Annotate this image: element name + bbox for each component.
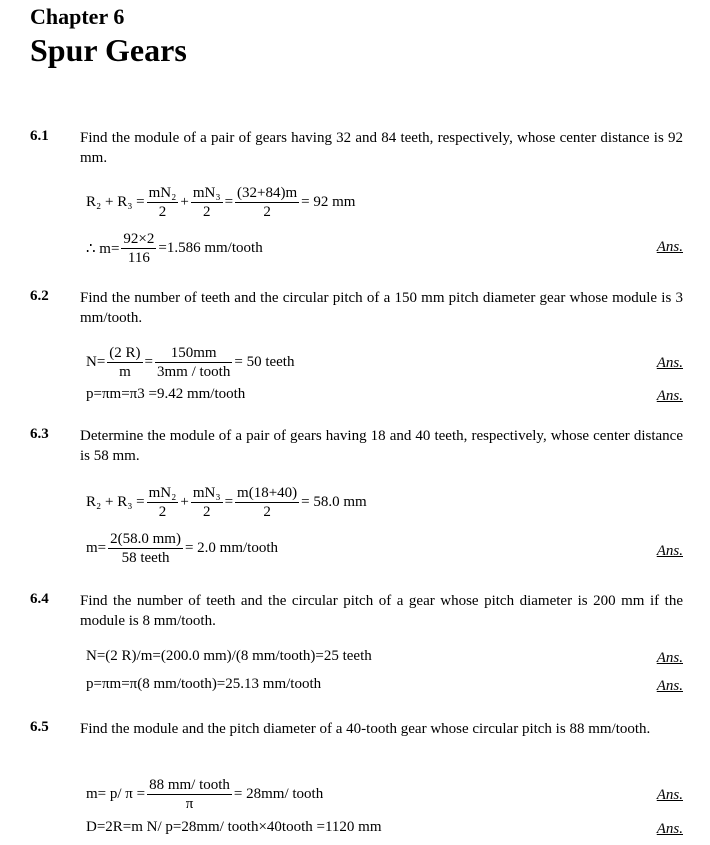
fraction bbox=[147, 776, 232, 813]
numerator: 88 mm/ tooth bbox=[149, 777, 230, 793]
answer-label: Ans. bbox=[656, 239, 683, 255]
numerator: (2 R) bbox=[109, 345, 141, 361]
problem-number: 6.3 bbox=[30, 426, 49, 442]
equation: p=πm=π(8 mm/tooth)=25.13 mm/tooth bbox=[86, 676, 322, 692]
equation-result: =1.586 mm/tooth bbox=[158, 240, 263, 256]
fraction bbox=[235, 184, 299, 221]
numerator: (32+84)m bbox=[237, 185, 298, 201]
equation-lhs: m= p/ π = bbox=[86, 786, 146, 802]
denominator: 2 bbox=[263, 504, 271, 520]
problem-statement: Find the number of teeth and the circular pitch of a 150 mm pitch diameter gear whose module is 3 mm/tooth. bbox=[80, 290, 683, 326]
denominator: m bbox=[119, 364, 131, 380]
fraction bbox=[191, 184, 223, 221]
fraction bbox=[147, 184, 179, 221]
equation: p=πm=π3 =9.42 mm/tooth bbox=[86, 386, 246, 402]
equation-lhs: m= bbox=[86, 540, 107, 556]
denominator: 116 bbox=[127, 250, 150, 266]
equation-lhs: R₂ + R₃ = bbox=[86, 494, 145, 510]
denominator: 58 teeth bbox=[121, 550, 170, 566]
fraction bbox=[155, 344, 232, 381]
equation-result: = 58.0 mm bbox=[301, 494, 367, 510]
equation: R₂ + R₃ = $\frac{\text{mN₂}}{2}$ + $\frac{\text{mN₃}}{2}$ = $\frac{(32+84)m}{2}$ = 92 mm bbox=[86, 185, 356, 220]
equation-lhs: N= bbox=[86, 354, 106, 370]
numerator: 92×2 bbox=[123, 231, 155, 247]
equation: D=2R=m N/ p=28mm/ tooth×40tooth =1120 mm bbox=[86, 819, 382, 835]
numerator: mN₂ bbox=[148, 185, 177, 201]
answer-label: Ans. bbox=[656, 543, 683, 559]
answer-label: Ans. bbox=[656, 650, 683, 666]
denominator: 2 bbox=[158, 504, 167, 520]
equation: N=(2 R)/m=(200.0 mm)/(8 mm/tooth)=25 teeth bbox=[86, 648, 372, 664]
equation-result: = 28mm/ tooth bbox=[233, 786, 324, 802]
denominator: 2 bbox=[263, 204, 271, 220]
denominator: 3mm / tooth bbox=[157, 364, 231, 380]
numerator: 150mm bbox=[155, 344, 232, 363]
answer-label: Ans. bbox=[656, 355, 683, 371]
equation-result: = 2.0 mm/tooth bbox=[184, 540, 279, 556]
equation-result: = 50 teeth bbox=[234, 354, 295, 370]
fraction bbox=[121, 230, 156, 267]
fraction bbox=[235, 484, 299, 521]
chapter-title: Spur Gears bbox=[30, 32, 187, 68]
problem-statement: Find the number of teeth and the circular pitch of a gear whose pitch diameter is 200 mm if the module is 8 mm/tooth. bbox=[80, 593, 683, 629]
equation: N= $\frac{(2 R)}{m}$ = $\frac{150mm}{\text{3mm / tooth}}$ = 50 teeth bbox=[86, 345, 295, 380]
problem-statement: Find the module of a pair of gears having 32 and 84 teeth, respectively, whose center distance is 92 mm. bbox=[80, 130, 683, 166]
fraction bbox=[147, 484, 179, 521]
numerator: m(18+40) bbox=[237, 485, 298, 501]
numerator: 2(58.0 mm) bbox=[110, 531, 181, 547]
fraction bbox=[108, 530, 183, 567]
problem-statement: Determine the module of a pair of gears having 18 and 40 teeth, respectively, whose center distance is 58 mm. bbox=[80, 428, 683, 464]
problem-statement: Find the module and the pitch diameter of a 40-tooth gear whose circular pitch is 88 mm/tooth. bbox=[80, 721, 651, 737]
answer-label: Ans. bbox=[656, 821, 683, 837]
equation bbox=[86, 530, 278, 567]
equation bbox=[86, 776, 323, 813]
problem-number: 6.2 bbox=[30, 288, 49, 304]
answer-label: Ans. bbox=[656, 388, 683, 404]
problem-number: 6.1 bbox=[30, 128, 49, 144]
equation-result: = 92 mm bbox=[301, 194, 356, 210]
answer-label: Ans. bbox=[656, 787, 683, 803]
denominator: 2 bbox=[202, 204, 211, 220]
equation bbox=[86, 230, 263, 267]
chapter-label: Chapter 6 bbox=[30, 4, 125, 29]
denominator: 2 bbox=[158, 204, 167, 220]
fraction bbox=[191, 484, 223, 521]
numerator: mN₃ bbox=[192, 185, 221, 201]
numerator: mN₃ bbox=[192, 485, 221, 501]
equation: R₂ + R₃ = $\frac{\text{mN₂}}{2}$ + $\frac{\text{mN₃}}{2}$ = $\frac{m(18+40)}{2}$ = 58.0 mm bbox=[86, 485, 367, 520]
equation-lhs: R₂ + R₃ = bbox=[86, 194, 145, 210]
problem-number: 6.5 bbox=[30, 719, 49, 735]
problem-number: 6.4 bbox=[30, 591, 49, 607]
fraction bbox=[107, 344, 142, 381]
equation-lhs: ∴ m= bbox=[86, 241, 120, 257]
denominator: π bbox=[185, 796, 194, 812]
answer-label: Ans. bbox=[656, 678, 683, 694]
denominator: 2 bbox=[202, 504, 211, 520]
numerator: mN₂ bbox=[148, 485, 177, 501]
